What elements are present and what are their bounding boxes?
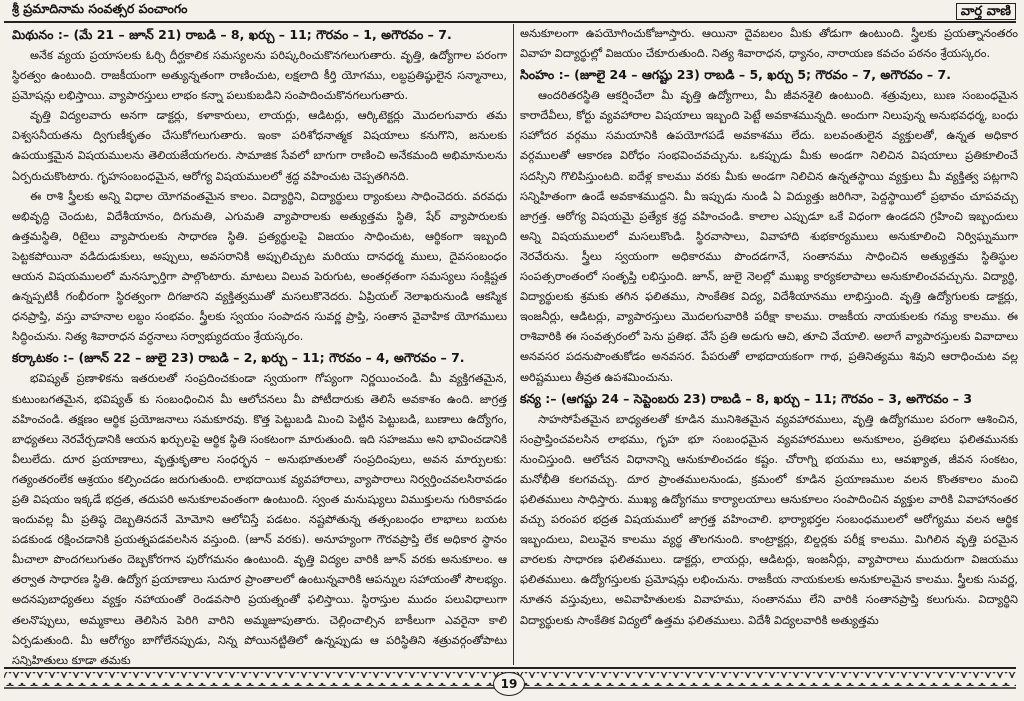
- mithunam-para-2: వృత్తి విద్యలవారు అనగా డాక్టర్లు, కళాకారులు, లాయర్లు, ఆడిటర్లు, ఆర్కిటెక్టర్లు మొదలగువారు తమ విశ్వసనీయతను ద్విగుణీకృతం చేసుకోగలుగుతారు. ఇంకా పరిశోధనాత్మక విషయాలు కనుగొని, జనులకు ఉపయుక్తమైన విషయములను తెలియజేయగలరు. సామాజిక సేవలో బాగుగా రాణించి అనేకమంది అభిమానులను ఏర్పరుచుకొంటారు. గృహసంబంధమైన, ఆరోగ్య విషయములలో శ్రద్ధ వహించుట చెప్పతగినది.: [12, 109, 507, 183]
- right-column: [520, 24, 1018, 666]
- mithunam-para-1: అనేక వ్యయ ప్రయాసలకు ఓర్చి దీర్ఘకాలిక సమస్యలను పరిష్కరించుకొనగలుగుతారు. వృత్తి, ఉద్యోగాల పరంగా స్థిరత్వం ఉంటుంది. రాజకీయంగా అత్యున్నతంగా రాణించుట, లక్షలాది కీర్తి యోగము, లబ్ధప్రతిష్ఠులైన సన్మానాలు, ప్రమోషన్లు లభిస్తాయి. వ్యాపారస్తులు లాభం కన్నా పలుకుబడిని సంపాదించుకొనగలుగుతారు.: [12, 49, 507, 103]
- header-rule: [4, 21, 1016, 23]
- page-header: [0, 0, 1024, 20]
- page-number: 19: [493, 672, 525, 696]
- mithunam-heading: మిథునం :– (మే 21 – జూన్ 21) రాబడి – 8, ఖర్చు – 11; గౌరవం – 1, అగౌరవం – 7.: [12, 27, 452, 42]
- kanya-para-1: సాహసోపేతమైన బాధ్యతలతో కూడిన మునిశితమైన వ్యవహారములు, వృత్తి ఉద్యోగముల పరంగా ఆశించిన, సంప్రాప్తించవలసిన లాభము, గృహ భూ సంబంధమైన వ్యవహారములు అనుకూలం, ప్రతిభలు ఫలితమునకు నుంచిస్తుంది. ఆలోచన విధానాన్ని ఆనుకూలించడం కష్టం. చోరాగ్ని భయము లు, ఆవఖ్యాత, జీవన సంకటం, మనోభీతి కలగవచ్చు. దూర ప్రాంతములనుండు, క్రమంలో కూడిన ప్రయాణముల వలన కొంతకాలం మంచి ఫలితములు సాధిస్తారు. ముఖ్య ఉద్యోగము కార్యాలయాలు ఆనుకూలం సంపాదించిన వ్యక్తుల వారికి వివాహానంతర వచ్చు పరంపర భద్రత విషయములో జాగ్రత్త వహించాలి. భార్యాభర్తల సంబంధములలో ఆరోగ్యము వలన ఆర్థిక ఇబ్బందులు, విలువైన కాలము వ్యర్థ తొలగనుంది. కాంట్రాక్టర్లు, బిల్డర్లకు పరీక్ష కాలము. మిగిలిన వృత్తి పరమైన వారలకు సాధారణ ఫలితములు. డాక్టర్లు, లాయర్లు, ఆడిటర్లు, ఇంజనీర్లు, వ్యాపారాలు ముదురుగా విజయము ఫలితములు. ఉద్యోగస్తులకు ప్రమోషన్లు లభించును. రాజకీయ నాయకులకు అనుకూలమైన కాలము. స్త్రీలకు సువర్ణ, నూతన వస్తువులు, అవివాహితులకు వివాహము, సంతానము లేని వారికి సంతానప్రాప్తి కలుగును. విద్యార్థిని విద్యార్థులకు సాంకేతిక విద్యలో ఉత్తమ ఫలితములు. విదేశీ విద్యలవారికి అత్యుత్తమ: [520, 412, 1018, 627]
- kanya-heading: కన్య :– (ఆగష్టు 24 – సెప్టెంబరు 23) రాబడి – 8, ఖర్చు – 11; గౌరవం – 3, అగౌరవం – 3: [520, 390, 973, 406]
- simham-heading: సింహం :– (జూలై 24 – ఆగష్టు 23) రాబడి – 5, ఖర్చు 5; గౌరవం – 7, అగౌరవం – 7.: [520, 67, 951, 83]
- header-brand: వార్త వాణి: [956, 3, 1016, 20]
- karkatakam-para-1: భవిష్యత్ ప్రణాళికను ఇతరులతో సంప్రదించకుండా స్వయంగా గోప్యంగా నిర్ణయించండి. మీ వ్యక్తిగతమైన, కుటుంబగతమైన, భవిష్యత్ కు సంబంధించిన మీ ఆలోచనలు మీ పోటీదారుకు తెలిసే అవకాశం ఉంది. జాగ్రత్త వహించండి. తక్షణం ఆర్థిక ప్రయోజనాలు సమకూరవు. కొత్త పెట్టుబడి మించి పెట్టిన పెట్టుబడి, బుణాలు ఉద్యోగం, బాధ్యతలు నెరవేర్చడానికి ఆయన ఖర్చులపై ఆర్థిక స్థితి సంకటంగా మారుతుంది. ఇది సహజము అని భావించడానికి వీలులేదు. దూర ప్రయాణాలు, వృత్తుకృతాల సంధర్భన – అనుభూతులతో సంప్రదింపులు, అవన మార్పులకు: గత్యంతరంలేక ఆశ్రయం కల్పించడం జరుగుతుంది. లాభదాయిక వ్యవహారాలు, వ్యాపారాలు నిర్వర్తించవలసిరావడం ప్రతి విషయం ఇక్కడే భద్రత, తదుపరి అనుకూలవంతంగా ఉంటుంది. స్వంత మనుష్యులు విముక్తులను గురికావడం ఇందువల్ల మీ ప్రతిష్ఠ దెబ్బతినదనే మోమోని ఆలోచిస్తే పడటం. నష్టపోతున్న తత్సంబంధం లాభాలు బయట పడకుండ రక్షించడానికి ప్రయత్నపడవలసిన వస్తుంది. (జూన్ వరకు). అనూహ్యంగా గౌరవప్రాప్తి లేక అధికార స్థానం మీచాలా పొందగలుగుతం దెబ్బకోరగాన పురోగమనం ఉంటుంది. వృత్తి విద్యల వారికి జూన్ వరకు అనుకూలం. ఆ తర్వాత సాధారణ స్థితి. ఉద్యోగ ప్రయాణాలు సుదూర ప్రాంతాలలో ఉంటున్నవారికి ఆపన్నుల సహాయంతో సౌలభ్యం. అదనపుబాధ్యతలు వ్యక్తం నహాయంతో రెండవసారి ప్రయత్నంతో ఫలిస్తాయి. స్థిరాస్తుల ముదం పలువిధాలుగా తలనొప్పులు, అమ్మకాలు తెలిసిన పెరిగి వారిని అమ్మజూపుతారు. చెల్లించాల్సిన బాకీలుగా ఎవరైనా కాలి ఏర్పడుతుంది. మీ ఆరోగ్యం బాగోలేనప్పుడు, నిన్న పోయినట్టితిలో ఉన్నప్పుడు ఆ పరిస్థితిని శత్రువర్గంతోపాటు సన్నిహితులు కూడా తమకు: [12, 372, 507, 666]
- simham-para-1: ఆందరితరస్థితి ఆకర్షించేలా మీ వృత్తి ఉద్యోగాలు, మీ జీవనశైలి ఉంటుంది. శత్రువులు, బుణ సంబంధమైన కారాదేవీలు, కోర్టు వ్యవహారాల విషయాలు ఇబ్బంది పెట్టే అవకాశమున్నది. అందుగా నిలుపున్న అనుభవధర్మ, బంధు సహోదర వర్గము సమయానికి ఉపయోగపడే అవకాశము లేదు. బలవంతులైన వ్యక్తులతో, ఉన్నత అధికార వర్గములతో ఆకారణ విరోధం సంభవించవచ్చును. ఒకప్పుడు మీకు అండగా నిలిచిన విషయాలు ప్రతికూలించే సదస్సిని గొలిపిస్తుంటది. ఐదేళ్ల కాలము వరకు మీకు అండగా నిలిచిన ఉన్నతస్థాయి వ్యక్తులు మీ వ్యక్తిత్వ పట్లగాని సన్నిహితంగా ఉండే అవకాశముద్దని. మీ ఇప్పుడు నుండి ఏ విద్యుత్తు జరిగినా, పెద్దస్థాయిలో ప్రభావం చూపవచ్చు జాగ్రత్త. ఆరోగ్య విషయమై ప్రత్యేక శ్రద్ధ వహించండి. కాలాల ఎప్పుడూ ఒకే విధంగా ఉండదని గ్రహించి ఇబ్బందులు అన్ని విషయములలో మసలుకొండి. స్థిరవాసాలు, వివాహాది శుభకార్యములు అనుకూలించి నిర్విఘ్నముగా నెరవేరును. స్త్రీలు స్వయంగా అధికారము పొందడగానే, సంతానము సాధించిన అత్యుత్తమ స్థితిస్థుల సంపత్సరాంతంలో సంతృప్తి లభిస్తుంది. జూన్, జులై నెలల్లో ముఖ్య కార్యకలాపాలు అనుకూలించవచ్చును. విద్యార్థి, విద్యార్థులకు శ్రమకు తగిన ఫలితము, సాంకేతిక విద్య, విదేశీయానము లాభిస్తుంది. వృత్తి ఉద్యోగులకు డాక్టర్లు, ఇంజనీర్లు, ఆడిటర్లు, వ్యాపారస్తులు మొదలగువారికి పరీక్షా కాలము. రాజకీయ నాయకులకు గమ్య కాలము. ఈ రాశివారికి ఈ సంవత్సరంలో పెను ప్రతిభ. వేసే ప్రతి అడుగు ఆచి, తూచి వేయాలి. అలాగే వ్యాపారస్తులకు వివాదాలు అనవసర పదనుపొంతుకోడం అనవసర. పేపరుతో లాభదాయకంగా గాథ, ప్రతినిత్యము శివుని ఆరాధించుట వల్ల అరిష్టములు తీవ్రత ఉపశమించును.: [520, 89, 1018, 384]
- karkatakam-heading: కర్కాటకం :– (జూన్ 22 – జులై 23) రాబడి – 2, ఖర్చు – 11; గౌరవం – 4, అగౌరవం – 7.: [12, 350, 465, 366]
- header-title: శ్రీ ప్రమాదినామ సంవత్సర పంచాంగం: [12, 1, 188, 16]
- mithunam-para-3: ఈ రాశి స్త్రీలకు అన్ని విధాల యోగవంతమైన కాలం. విద్యార్థిని, విద్యార్థులు ర్యాంకులు సాధించెదరు. వరవధు అభివృద్ధి చెందుట, విదేశీయానం, దిగుమతి, ఎగుమతి వ్యాపారాలకు అత్యుత్తమ స్థితి, షేర్ వ్యాపారులకు ఉత్తమస్థితి, రిటైలు వ్యాపారులకు సాధారణ స్థితి. ప్రత్యర్థులపై విజయం సాధించుట, ఆర్థికంగా ఇబ్బంది పెట్టకపోయినా వడిదుడుకులు, అప్పులు, అవసరానికి అప్పులిచ్చుట మరియు దానధర్మ ములు, దైవసంబంధం ఆయన విషయములలో మనస్ఫూర్తిగా పాల్గొంటారు. మాటలు విలువ పెరుగుట, అంతర్గతంగా సమస్యలు సంక్లిష్టత ఉన్నప్పటికీ గంభీరంగా స్థిరత్వంగా దిగజారని వ్యక్తిత్వముతో మసలుకొనెదరు. ఏప్రియల్ నెలాఖరునుండి ఆకస్మిక ధనప్రాప్తి, వస్తు వాహనాల లబ్ధం సంభవం. స్త్రీలకు స్వయం సంపాదన సువర్ణ ప్రాప్తి, సంతాన వైవాహిక యోగములు సిద్ధించును. నిత్య శివారాధన వర్ధనాలు సర్వాభ్యుదయం శ్రేయస్కరం.: [12, 189, 507, 344]
- continued-para: అనుకూలంగా ఉపయోగించుకోజూస్తారు. ఆయినా దైవబలం మీకు తోడుగా ఉంటుంది. స్త్రీలకు ప్రయత్నానంతరం వివాహ విద్యార్థుల్లో విజయం చేకూరుతుంది. నిత్య శివారాధన, ధ్యానం, నారాయణ కవచం పఠనం శ్రేయస్కరం.: [520, 27, 1018, 61]
- page-footer: [0, 666, 1024, 701]
- column-divider: [513, 24, 514, 665]
- left-column: [12, 24, 507, 666]
